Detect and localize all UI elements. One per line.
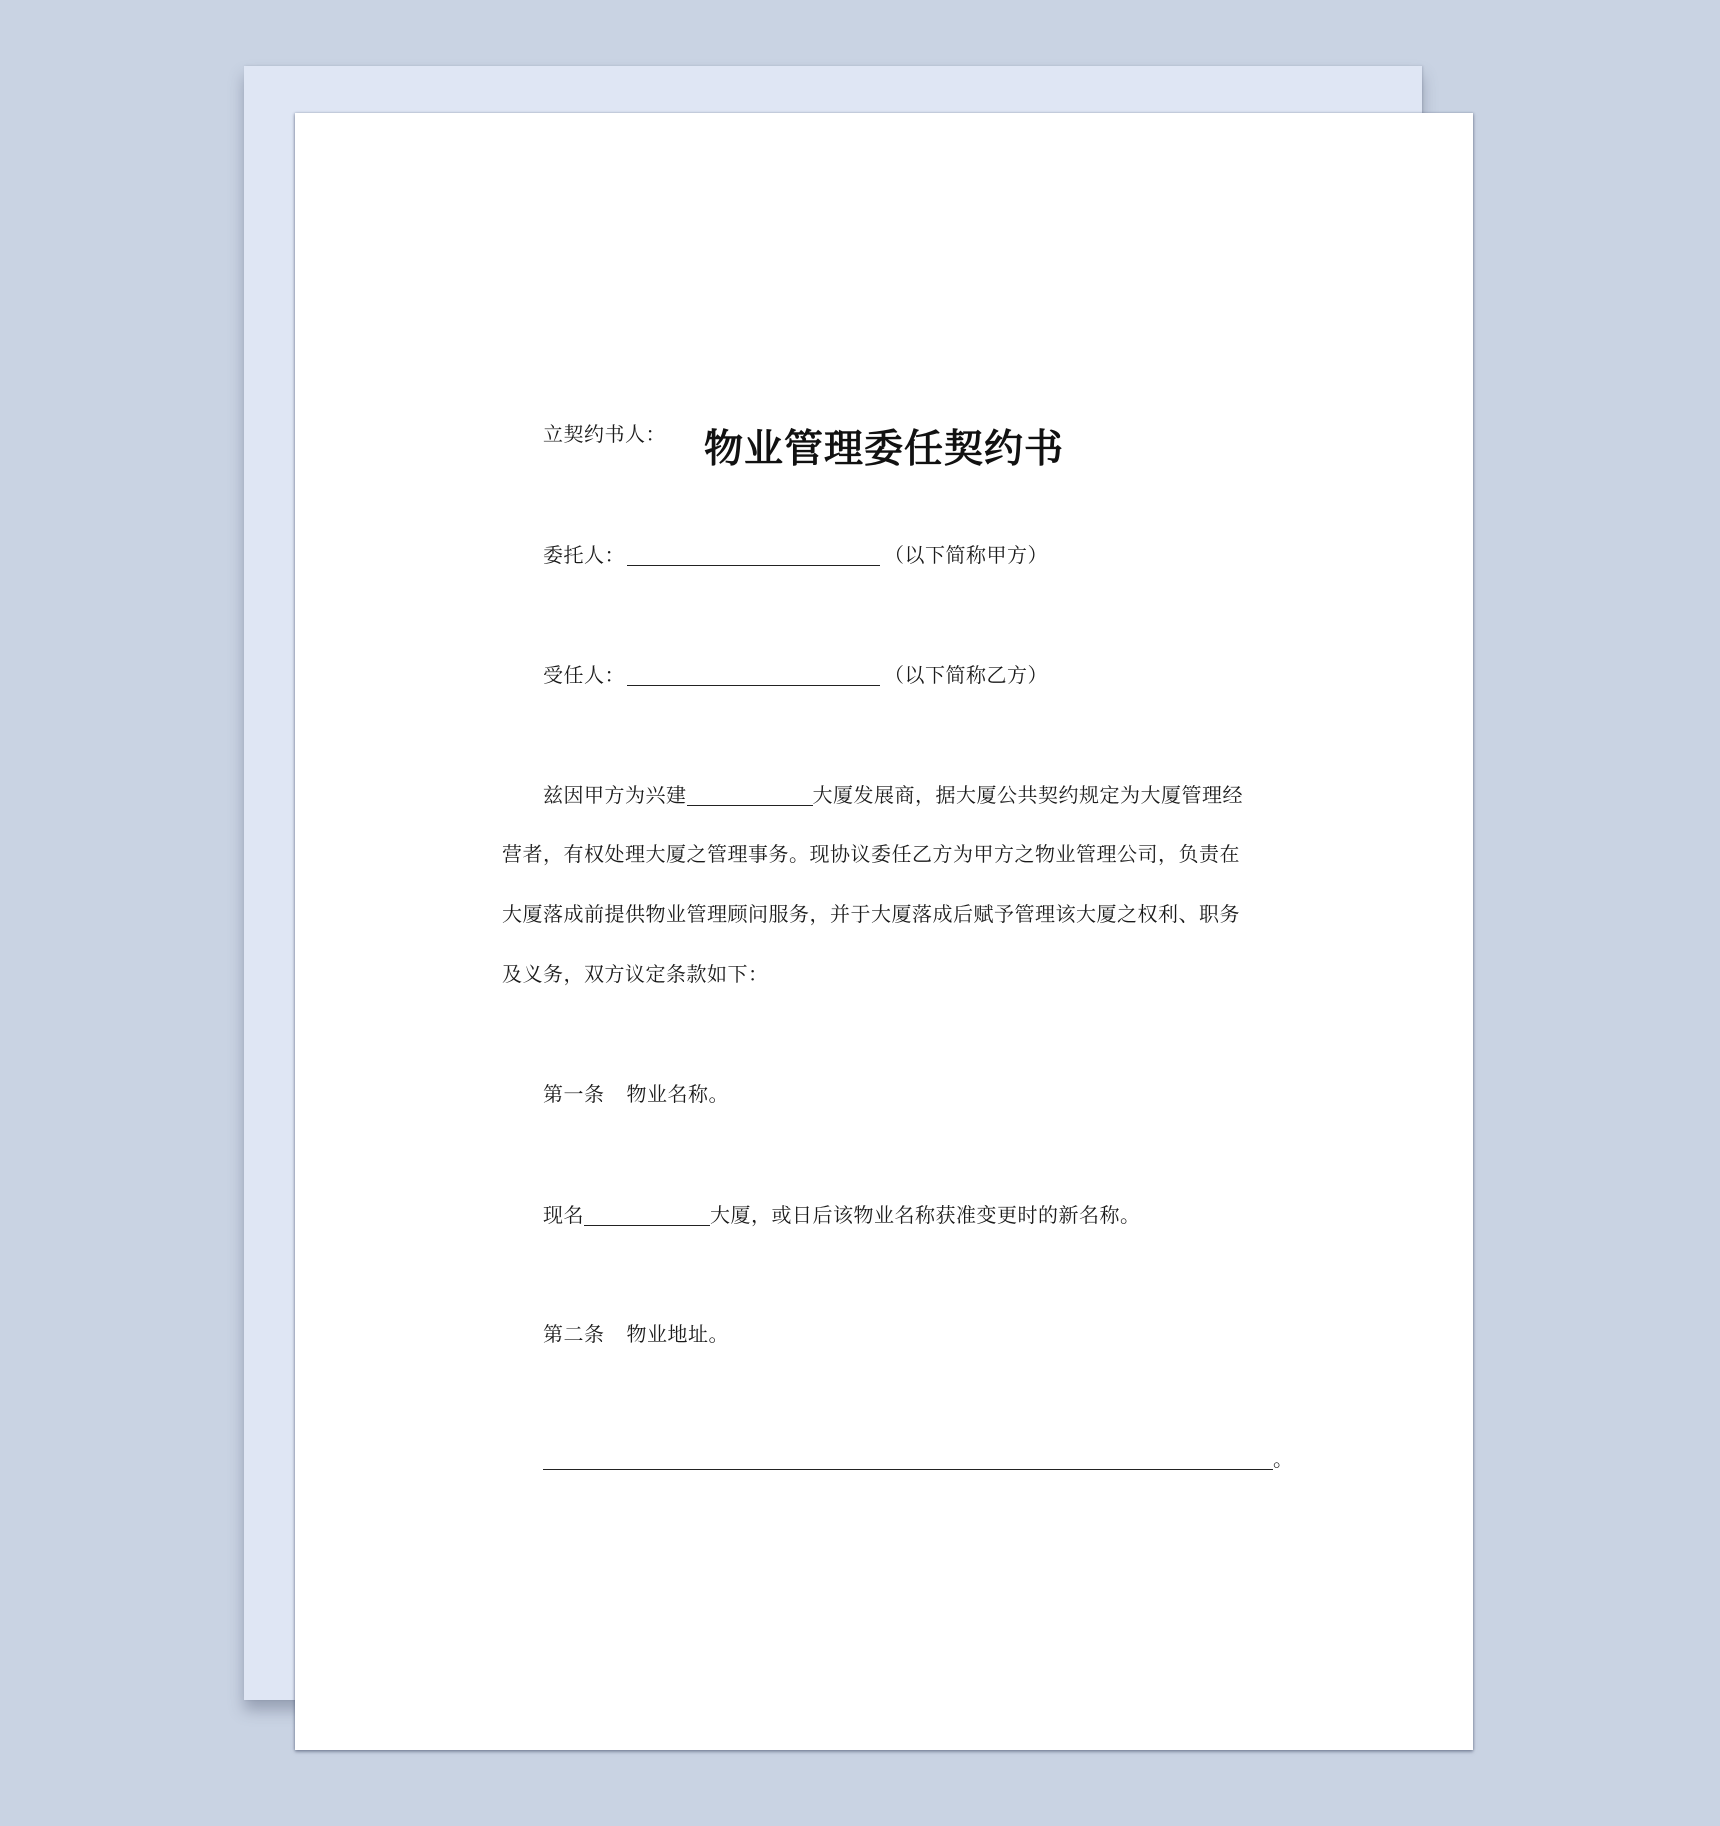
preamble-line-1 [543, 779, 1243, 810]
preamble-line-2: 营者，有权处理大厦之管理事务。现协议委任乙方为甲方之物业管理公司，负责在 [502, 842, 1240, 866]
preamble-prefix: 兹因甲方为兴建 [543, 783, 687, 807]
article-2-suffix: 。 [1273, 1447, 1294, 1471]
principal-label: 委托人： [543, 543, 625, 567]
principal-row [543, 539, 1048, 570]
agent-label: 受任人： [543, 663, 625, 687]
article-1-suffix: 大厦，或日后该物业名称获准变更时的新名称。 [710, 1203, 1141, 1227]
article-2-number: 第二条 [543, 1322, 605, 1346]
signatory-label: 立契约书人： [543, 422, 666, 446]
article-2-heading [543, 1319, 729, 1349]
article-1-prefix: 现名 [543, 1203, 584, 1227]
article-1-title: 物业名称。 [626, 1082, 729, 1106]
agent-row [543, 659, 1048, 690]
property-address-field[interactable] [543, 1447, 1273, 1470]
preamble-suffix: 大厦发展商，据大厦公共契约规定为大厦管理经 [812, 783, 1243, 807]
article-1-number: 第一条 [543, 1082, 605, 1106]
document-page [295, 113, 1473, 1750]
article-1-body [543, 1199, 1141, 1230]
preamble-line-3: 大厦落成前提供物业管理顾问服务，并于大厦落成后赋予管理该大厦之权利、职务 [502, 902, 1240, 926]
agent-name-field[interactable] [627, 663, 880, 686]
property-name-field[interactable] [584, 1203, 710, 1226]
article-1-heading [543, 1079, 729, 1109]
principal-suffix: （以下简称甲方） [884, 543, 1048, 567]
document-title: 物业管理委任契约书 [703, 427, 1064, 472]
agent-suffix: （以下简称乙方） [884, 663, 1048, 687]
building-developer-field[interactable] [687, 783, 813, 806]
preamble-line-4: 及义务，双方议定条款如下： [502, 962, 769, 986]
article-2-body [543, 1443, 1294, 1474]
principal-name-field[interactable] [627, 543, 880, 566]
article-2-title: 物业地址。 [626, 1322, 729, 1346]
